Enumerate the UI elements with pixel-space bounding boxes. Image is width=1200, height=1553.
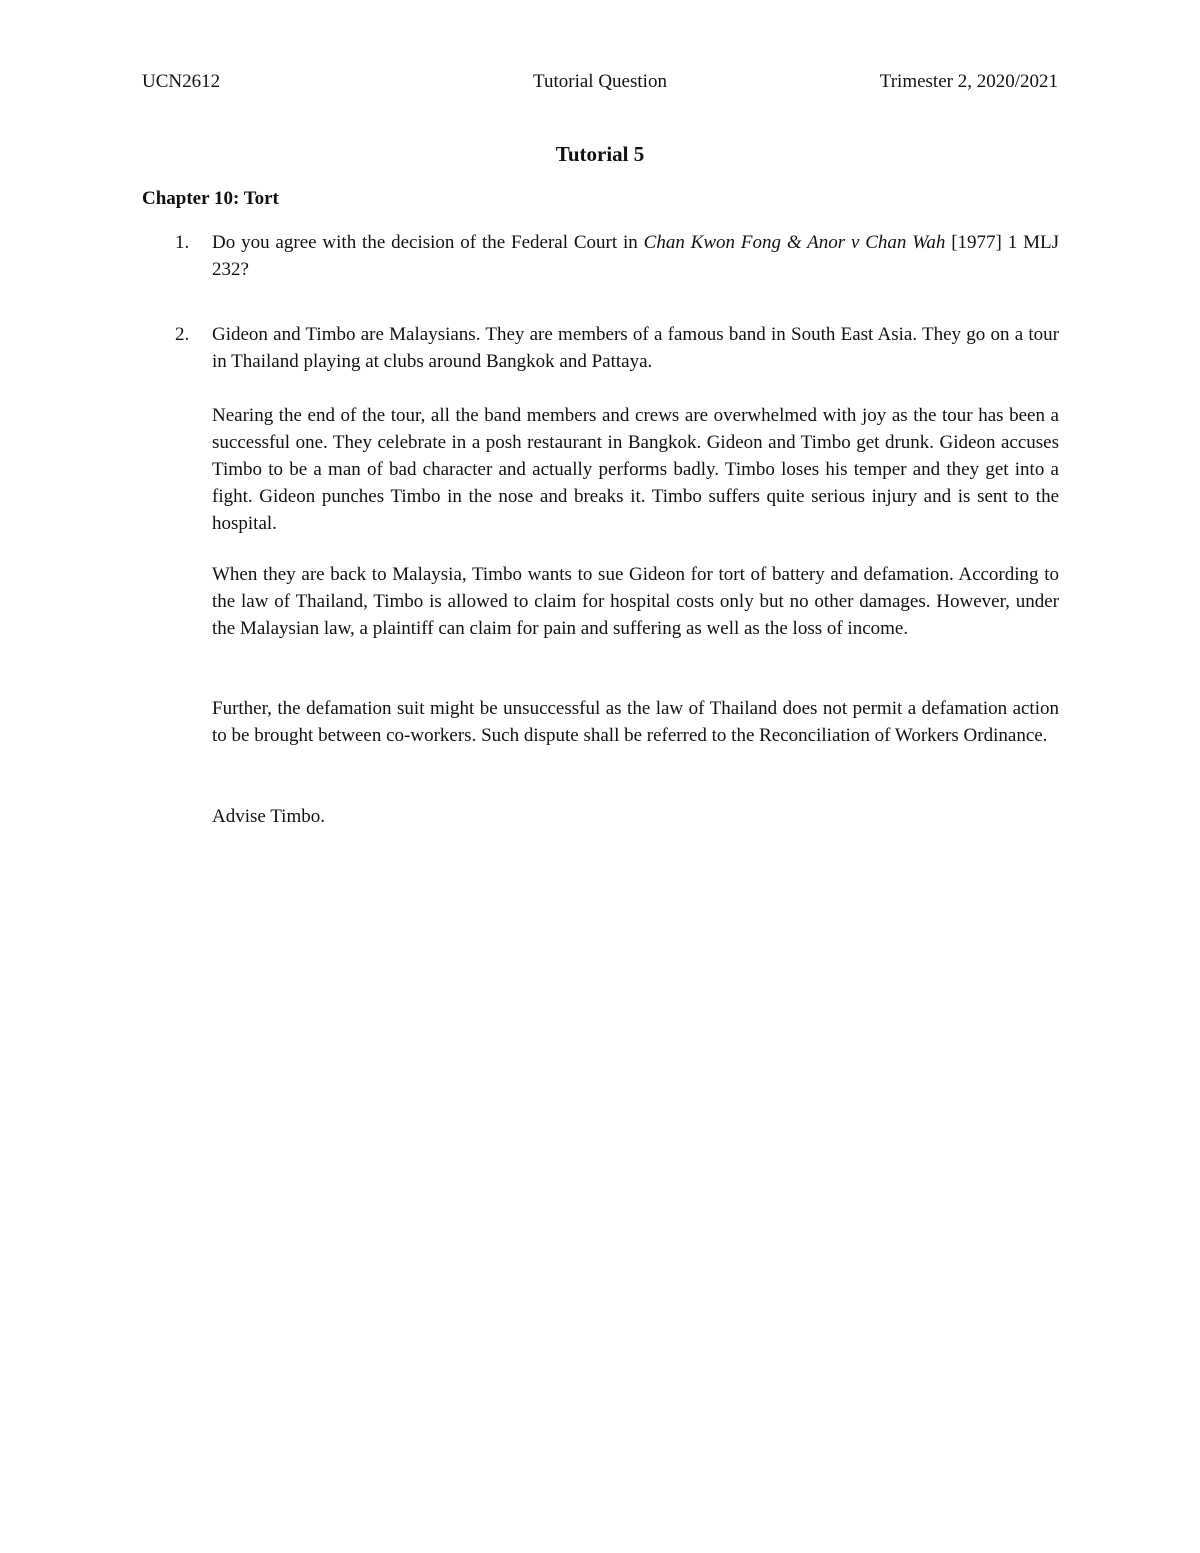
question-2-paragraph-5: Advise Timbo.	[212, 806, 325, 827]
course-code: UCN2612	[142, 71, 221, 92]
question-2-paragraph-1: Gideon and Timbo are Malaysians. They are members of a famous band in South East Asia. They go on a tour in Thailand playing at clubs around Bangkok and Pattaya.	[212, 324, 1059, 372]
question-2-paragraph-2: Nearing the end of the tour, all the band members and crews are overwhelmed with joy as the tour has been a successful one. They celebrate in a posh restaurant in Bangkok. Gideon and Timbo get drunk. Gideon accuses Timbo to be a man of bad character and actually performs badly. Timbo loses his temper and they get into a fight. Gideon punches Timbo in the nose and breaks it. Timbo suffers quite serious injury and is sent to the hospital.	[212, 405, 1059, 534]
question-1-text-after: [1977] 1 MLJ 232?	[212, 232, 1059, 280]
question-2-paragraph-4: Further, the defamation suit might be unsuccessful as the law of Thailand does not permit a defamation action to be brought between co-workers. Such dispute shall be referred to the Reconciliation of Workers Ordinance.	[212, 698, 1059, 746]
question-2-number: 2.	[175, 324, 190, 345]
case-name: Chan Kwon Fong & Anor v Chan Wah	[643, 232, 946, 253]
question-1-text	[212, 229, 1059, 283]
document-type: Tutorial Question	[533, 71, 667, 92]
question-2-paragraph-3: When they are back to Malaysia, Timbo wants to sue Gideon for tort of battery and defamation. According to the law of Thailand, Timbo is allowed to claim for hospital costs only but no other damages. However, under the Malaysian law, a plaintiff can claim for pain and suffering as well as the loss of income.	[212, 564, 1059, 639]
question-1-text-before: Do you agree with the decision of the Federal Court in	[212, 232, 644, 253]
question-1-number: 1.	[175, 232, 190, 253]
page-header	[0, 71, 1200, 99]
term-label: Trimester 2, 2020/2021	[879, 71, 1058, 92]
chapter-heading: Chapter 10: Tort	[142, 188, 279, 209]
page-title: Tutorial 5	[555, 142, 645, 166]
